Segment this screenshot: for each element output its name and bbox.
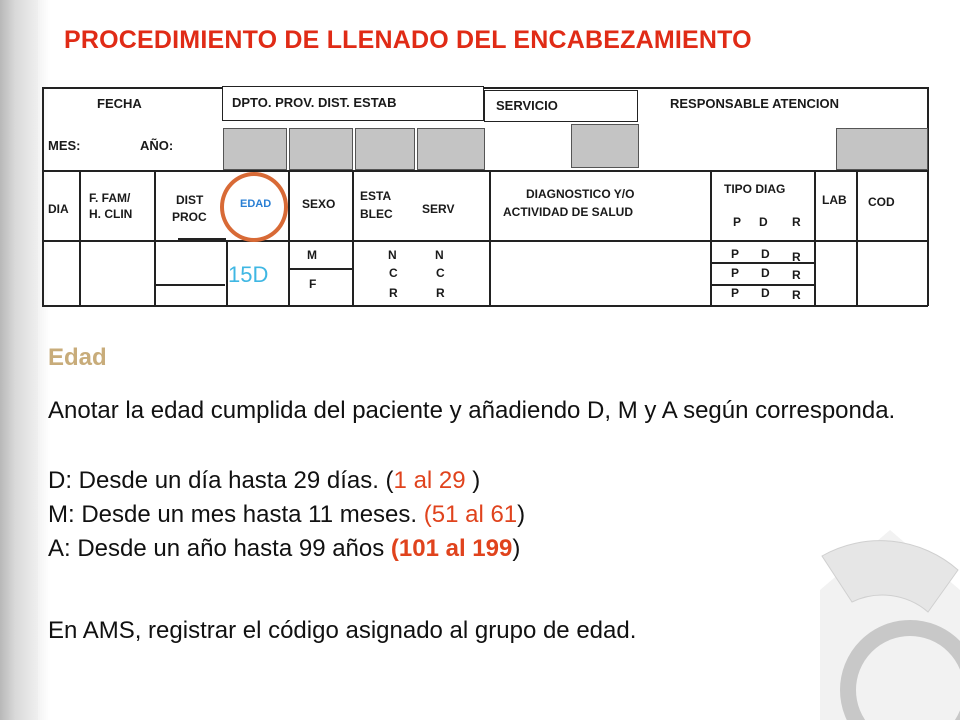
decorative-arc-shape xyxy=(760,520,960,720)
form-line xyxy=(814,170,816,306)
col-serv: SERV xyxy=(422,202,455,216)
pdr-row1-r: R xyxy=(792,250,801,264)
form-line xyxy=(155,284,225,286)
form-line xyxy=(927,87,929,306)
serv-c: C xyxy=(436,266,445,280)
pdr-row2-p: P xyxy=(731,266,740,280)
slide-title: PROCEDIMIENTO DE LLENADO DEL ENCABEZAMIENTO xyxy=(64,26,752,54)
col-diag-line1: DIAGNOSTICO Y/O xyxy=(526,187,635,201)
esta-r: R xyxy=(389,286,398,300)
rule-years-text: A: Desde un año hasta 99 años xyxy=(48,535,391,562)
form-line xyxy=(42,240,928,242)
fecha-label: FECHA xyxy=(97,96,142,111)
form-line xyxy=(42,87,44,306)
rule-months-end: ) xyxy=(517,501,526,528)
serv-r: R xyxy=(436,286,445,300)
section-heading: Edad xyxy=(48,344,107,371)
sexo-m: M xyxy=(307,248,317,262)
header-form-diagram xyxy=(0,0,960,320)
servicio-label: SERVICIO xyxy=(496,98,558,113)
form-line xyxy=(42,87,928,89)
shaded-cell xyxy=(571,124,639,168)
shaded-cell xyxy=(289,128,353,170)
col-edad: EDAD xyxy=(240,198,272,210)
col-dia: DIA xyxy=(48,202,69,216)
pdr-row1-d: D xyxy=(761,247,770,261)
pdr-row1-p: P xyxy=(731,247,740,261)
form-line xyxy=(288,170,290,306)
col-fam-line2: H. CLIN xyxy=(89,207,133,221)
responsable-label: RESPONSABLE ATENCION xyxy=(670,96,840,111)
rule-years-range: (101 al 199 xyxy=(390,535,513,562)
rule-days-text: D: Desde un día hasta 29 días. ( xyxy=(48,467,394,494)
col-cod: COD xyxy=(868,195,895,209)
form-line xyxy=(42,305,928,307)
rule-years xyxy=(48,532,520,566)
form-line xyxy=(710,170,712,306)
rule-days-end: ) xyxy=(465,467,481,494)
rule-years-end: ) xyxy=(512,535,521,562)
serv-n: N xyxy=(435,248,444,262)
form-line xyxy=(178,238,226,240)
ams-instruction: En AMS, registrar el código asignado al grupo de edad. xyxy=(48,617,637,644)
col-tipo-p: P xyxy=(733,215,742,229)
shaded-cell xyxy=(223,128,287,170)
dpto-label: DPTO. PROV. DIST. ESTAB xyxy=(232,95,397,110)
form-line xyxy=(154,170,156,306)
edad-highlight-circle xyxy=(220,172,288,242)
col-esta-line2: BLEC xyxy=(360,207,393,221)
form-line xyxy=(856,170,858,306)
pdr-row2-r: R xyxy=(792,268,801,282)
col-diag-line2: ACTIVIDAD DE SALUD xyxy=(503,205,634,219)
form-line xyxy=(489,170,491,306)
edad-example-value: 15D xyxy=(228,262,269,287)
esta-n: N xyxy=(388,248,397,262)
pdr-row3-r: R xyxy=(792,288,801,302)
col-tipo-diag: TIPO DIAG xyxy=(724,182,786,196)
rule-months xyxy=(48,498,525,532)
instruction-paragraph: Anotar la edad cumplida del paciente y añadiendo D, M y A según corresponda. xyxy=(48,397,896,424)
pdr-row2-d: D xyxy=(761,266,770,280)
rule-months-range: (51 al 61 xyxy=(423,501,518,528)
col-dist-line2: PROC xyxy=(172,210,207,224)
col-esta-line1: ESTA xyxy=(360,189,392,203)
sexo-f: F xyxy=(309,277,317,291)
esta-c: C xyxy=(389,266,398,280)
col-sexo: SEXO xyxy=(302,197,336,211)
rule-days-range: 1 al 29 xyxy=(393,467,466,494)
shaded-cell xyxy=(836,128,928,170)
col-tipo-r: R xyxy=(792,215,801,229)
anio-label: AÑO: xyxy=(140,138,174,153)
col-lab: LAB xyxy=(822,193,847,207)
form-line xyxy=(289,268,352,270)
col-fam-line1: F. FAM/ xyxy=(89,191,131,205)
col-tipo-d: D xyxy=(759,215,768,229)
shaded-cell xyxy=(417,128,485,170)
form-line xyxy=(352,170,354,306)
pdr-row3-d: D xyxy=(761,286,770,300)
shaded-cell xyxy=(355,128,415,170)
col-dist-line1: DIST xyxy=(176,193,204,207)
form-line xyxy=(79,170,81,306)
rule-months-text: M: Desde un mes hasta 11 meses. xyxy=(48,501,424,528)
rule-days xyxy=(48,464,480,498)
pdr-row3-p: P xyxy=(731,286,740,300)
mes-label: MES: xyxy=(48,138,81,153)
form-line xyxy=(42,170,928,172)
